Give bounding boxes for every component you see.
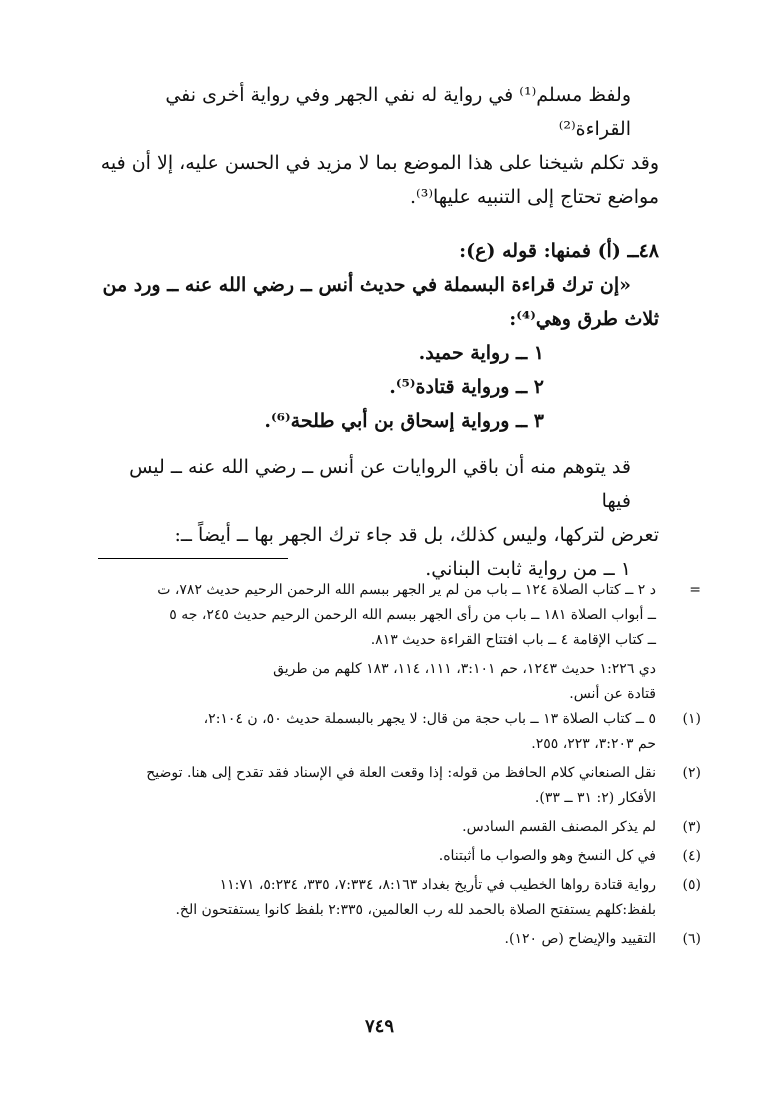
footnote-mark: (٥) xyxy=(682,877,701,893)
main-text xyxy=(99,78,659,586)
footnote-line: الأفكار (٢: ٣١ ــ ٣٣). xyxy=(534,790,656,806)
footnote-continuation xyxy=(101,578,701,653)
footnote-line: التقييد والإيضاح (ص ١٢٠). xyxy=(504,931,656,947)
list-item: ١ ــ رواية حميد. xyxy=(418,342,544,364)
footnote-line: ــ كتاب الإقامة ٤ ــ باب افتتاح القراءة حديث ٨١٣. xyxy=(370,632,656,648)
text-line: ولفظ مسلم⁽¹⁾ في رواية له نفي الجهر وفي رواية أخرى نفي القراءة⁽²⁾ xyxy=(165,84,631,140)
footnote-line: حم ٣:٢٠٣، ٢٢٣، ٢٥٥. xyxy=(531,736,656,752)
footnote-mark: (٦) xyxy=(682,931,701,947)
footnote-line: في كل النسخ وهو والصواب ما أثبتناه. xyxy=(438,848,656,864)
text-line: ١ ــ من رواية ثابت البناني. xyxy=(425,558,631,580)
list-item: ٢ ــ ورواية قتادة⁽⁵⁾. xyxy=(389,376,544,398)
footnote-line: قتادة عن أنس. xyxy=(569,686,656,702)
list-item: ٣ ــ ورواية إسحاق بن أبي طلحة⁽⁶⁾. xyxy=(264,410,544,432)
footnote-line: ٥ ــ كتاب الصلاة ١٣ ــ باب حجة من قال: لا يجهر بالبسملة حديث ٥٠، ن ٢:١٠٤، xyxy=(203,711,656,727)
footnote-4 xyxy=(101,844,701,869)
footnote-mark: (٢) xyxy=(682,765,701,781)
footnote-line: دي ١:٢٢٦ حديث ١٢٤٣، حم ٣:١٠١، ١١١، ١١٤، ١٨٣ كلهم من طريق xyxy=(273,661,656,677)
footnote-2 xyxy=(101,761,701,811)
footnote-mark: (٣) xyxy=(682,819,701,835)
footnote-line: رواية قتادة رواها الخطيب في تأريخ بغداد ٨:١٦٣، ٧:٣٣٤، ٣٣٥، ٥:٢٣٤، ١١:٧١ xyxy=(219,877,656,893)
footnote-line: بلفظ:كلهم يستفتح الصلاة بالحمد لله رب العالمين، ٢:٣٣٥ بلفظ كانوا يستفتحون الخ. xyxy=(175,902,656,918)
footnote-line: ــ أبواب الصلاة ١٨١ ــ باب من رأى الجهر ببسم الله الرحمن الرحيم حديث ٢٤٥، جه ٥ xyxy=(169,607,656,623)
footnote-line: لم يذكر المصنف القسم السادس. xyxy=(462,819,656,835)
text-line: تعرض لتركها، وليس كذلك، بل قد جاء ترك الجهر بها ــ أيضاً ــ: xyxy=(174,524,659,546)
text-line: وقد تكلم شيخنا على هذا الموضع بما لا مزيد في الحسن عليه، إلا أن فيه xyxy=(100,152,659,174)
page-number: ٧٤٩ xyxy=(364,1016,394,1037)
footnote-mark: (٤) xyxy=(682,848,701,864)
text-line: مواضع تحتاج إلى التنبيه عليها⁽³⁾. xyxy=(409,186,659,208)
footnotes xyxy=(101,578,701,956)
footnote-6 xyxy=(101,927,701,952)
section-heading: ٤٨ــ (أ) فمنها: قوله (ع): xyxy=(459,240,659,262)
footnote-line: نقل الصنعاني كلام الحافظ من قوله: إذا وقعت العلة في الإسناد فقد تقدح إلى هنا. توضيح xyxy=(146,765,656,781)
footnote-divider xyxy=(98,558,288,559)
footnote-line: د ٢ ــ كتاب الصلاة ١٢٤ ــ باب من لم ير الجهر ببسم الله الرحمن الرحيم حديث ٧٨٢، ت xyxy=(157,582,656,598)
footnote-5 xyxy=(101,873,701,923)
footnote-3 xyxy=(101,815,701,840)
quote-line: «إن ترك قراءة البسملة في حديث أنس ــ رضي الله عنه ــ ورد من xyxy=(102,274,631,296)
footnote-mark: (١) xyxy=(682,711,701,727)
footnote-1 xyxy=(101,707,701,757)
footnote-mark: = xyxy=(689,582,701,598)
footnote-continuation-extra xyxy=(101,657,701,707)
text-line: قد يتوهم منه أن باقي الروايات عن أنس ــ رضي الله عنه ــ ليس فيها xyxy=(129,456,631,512)
quote-line: ثلاث طرق وهي⁽⁴⁾: xyxy=(509,308,659,330)
